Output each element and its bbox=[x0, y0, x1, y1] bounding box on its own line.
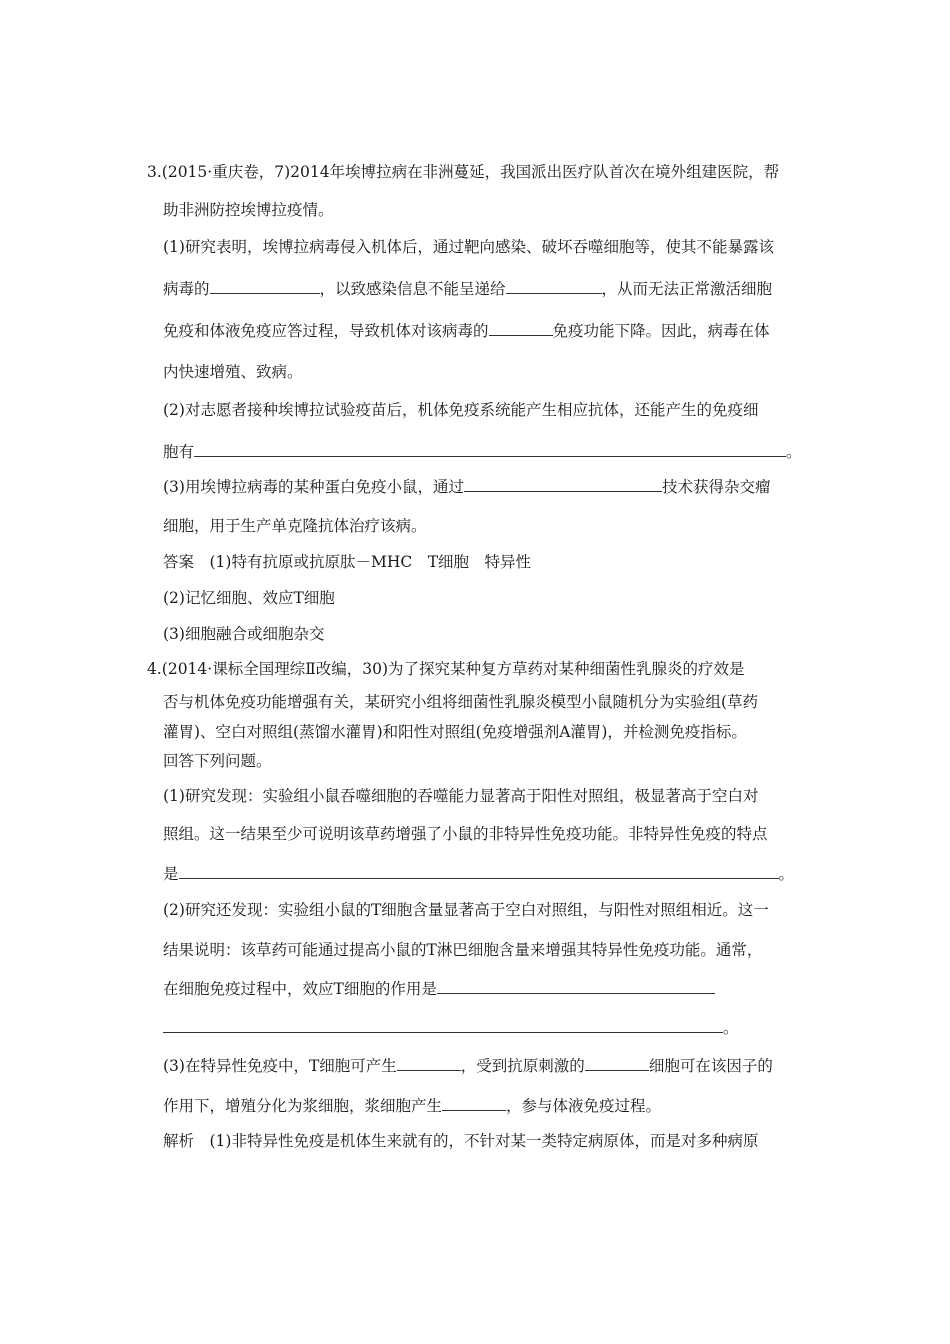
q4-stem-line-3: 灌胃)、空白对照组(蒸馏水灌胃)和阳性对照组(免疫增强剂A灌胃)，并检测免疫指标。 bbox=[163, 723, 747, 741]
text-segment: 作用下，增殖分化为浆细胞，浆细胞产生 bbox=[163, 1097, 443, 1115]
answer-blank[interactable] bbox=[489, 321, 553, 336]
text-segment: 。 bbox=[778, 865, 795, 883]
text-segment: 细胞可在该因子的 bbox=[648, 1057, 773, 1075]
q3-part1-line-2 bbox=[163, 279, 772, 299]
q4-part2-line-4 bbox=[163, 1018, 739, 1038]
q4-part1-line-3 bbox=[163, 864, 794, 884]
q4-analysis-line-1: 解析 (1)非特异性免疫是机体生来就有的，不针对某一类特定病原体，而是对多种病原 bbox=[163, 1132, 759, 1150]
text-segment: 。 bbox=[786, 443, 802, 461]
text-segment: 病毒的 bbox=[163, 280, 210, 298]
q3-part2-line-2 bbox=[163, 442, 802, 462]
answer-blank[interactable] bbox=[179, 864, 779, 879]
answer-blank[interactable] bbox=[585, 1056, 649, 1071]
text-segment: 在细胞免疫过程中，效应T细胞的作用是 bbox=[163, 980, 437, 998]
text-segment: ，参与体液免疫过程。 bbox=[506, 1097, 662, 1115]
answer-blank[interactable] bbox=[437, 979, 715, 994]
q4-stem-line-4: 回答下列问题。 bbox=[163, 752, 272, 770]
answer-blank[interactable] bbox=[163, 1018, 723, 1033]
q4-stem-line-2: 否与机体免疫功能增强有关，某研究小组将细菌性乳腺炎模型小鼠随机分为实验组(草药 bbox=[163, 693, 759, 711]
text-segment: (3)在特异性免疫中，T细胞可产生 bbox=[163, 1057, 397, 1075]
answer-blank[interactable] bbox=[210, 279, 320, 294]
answer-blank[interactable] bbox=[442, 1096, 506, 1111]
q3-part3-line-2: 细胞，用于生产单克隆抗体治疗该病。 bbox=[163, 517, 427, 535]
q4-part3-line-1 bbox=[163, 1056, 773, 1076]
q4-part2-line-2: 结果说明：该草药可能通过提高小鼠的T淋巴细胞含量来增强其特异性免疫功能。通常， bbox=[163, 941, 763, 959]
answer-blank[interactable] bbox=[464, 477, 662, 492]
q3-answer-2: (2)记忆细胞、效应T细胞 bbox=[163, 589, 335, 607]
q3-part1-line-1: (1)研究表明，埃博拉病毒侵入机体后，通过靶向感染、破坏吞噬细胞等，使其不能暴露该 bbox=[163, 238, 774, 256]
q3-part2-line-1: (2)对志愿者接种埃博拉试验疫苗后，机体免疫系统能产生相应抗体，还能产生的免疫细 bbox=[163, 401, 759, 419]
q4-part2-line-3 bbox=[163, 979, 715, 999]
q4-stem-line-1: 4.(2014·课标全国理综Ⅱ改编，30)为了探究某种复方草药对某种细菌性乳腺炎的疗效是 bbox=[147, 660, 745, 678]
q4-part3-line-2 bbox=[163, 1096, 661, 1116]
answer-blank[interactable] bbox=[397, 1056, 461, 1071]
text-segment: (3)用埃博拉病毒的某种蛋白免疫小鼠，通过 bbox=[163, 478, 464, 496]
q3-part3-line-1 bbox=[163, 477, 770, 497]
q4-part1-line-1: (1)研究发现：实验组小鼠吞噬细胞的吞噬能力显著高于阳性对照组，极显著高于空白对 bbox=[163, 787, 759, 805]
q3-answer-1: 答案 (1)特有抗原或抗原肽－MHC T细胞 特异性 bbox=[163, 553, 532, 571]
q3-answer-3: (3)细胞融合或细胞杂交 bbox=[163, 625, 325, 643]
q3-part1-line-4: 内快速增殖、致病。 bbox=[163, 363, 303, 381]
q4-part1-line-2: 照组。这一结果至少可说明该草药增强了小鼠的非特异性免疫功能。非特异性免疫的特点 bbox=[163, 825, 768, 843]
text-segment: ，从而无法正常激活细胞 bbox=[601, 280, 773, 298]
answer-blank[interactable] bbox=[194, 442, 786, 457]
text-segment: 是 bbox=[163, 865, 179, 883]
q3-stem-line-1: 3.(2015·重庆卷，7)2014年埃博拉病在非洲蔓延，我国派出医疗队首次在境外组建医院，帮 bbox=[147, 163, 780, 181]
q4-part2-line-1: (2)研究还发现：实验组小鼠的T细胞含量显著高于空白对照组，与阳性对照组相近。这一 bbox=[163, 901, 769, 919]
text-segment: 胞有 bbox=[163, 443, 195, 461]
text-segment: ，以致感染信息不能呈递给 bbox=[319, 280, 506, 298]
q3-stem-line-2: 助非洲防控埃博拉疫情。 bbox=[163, 201, 334, 219]
text-segment: 。 bbox=[723, 1019, 739, 1037]
text-segment: 免疫功能下降。因此，病毒在体 bbox=[552, 322, 770, 340]
text-segment: ，受到抗原刺激的 bbox=[460, 1057, 585, 1075]
q3-part1-line-3 bbox=[163, 321, 770, 341]
text-segment: 技术获得杂交瘤 bbox=[661, 478, 771, 496]
answer-blank[interactable] bbox=[506, 279, 602, 294]
text-segment: 免疫和体液免疫应答过程，导致机体对该病毒的 bbox=[163, 322, 489, 340]
